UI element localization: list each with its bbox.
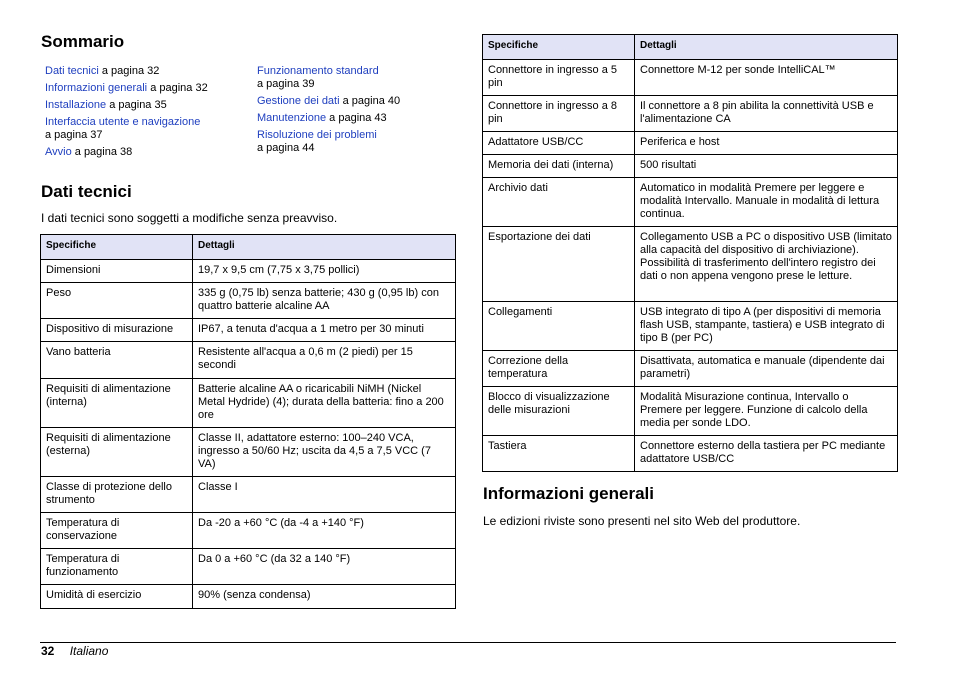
detail-cell: USB integrato di tipo A (per dispositivi di memoria flash USB, stampante, tastiera) e USB integrato di tipo B (per PC) [635, 302, 898, 351]
toc-link-gestione-dati[interactable]: Gestione dei dati [257, 95, 340, 107]
detail-cell: Resistente all'acqua a 0,6 m (2 piedi) per 15 secondi [193, 342, 456, 379]
spec-cell: Connettore in ingresso a 5 pin [483, 60, 635, 96]
spec-cell: Esportazione dei dati [483, 227, 635, 302]
table-header-row [483, 35, 898, 60]
footer-divider [40, 642, 896, 643]
detail-cell: Il connettore a 8 pin abilita la connettività USB e l'alimentazione CA [635, 96, 898, 132]
general-text: Le edizioni riviste sono presenti nel sito Web del produttore. [483, 514, 801, 528]
toc-link-informazioni-generali[interactable]: Informazioni generali [45, 82, 148, 94]
footer-language: Italiano [69, 644, 109, 658]
toc-page: a pagina 38 [74, 146, 133, 158]
column-header-specifiche: Specifiche [483, 35, 635, 60]
toc-link-risoluzione[interactable]: Risoluzione dei problemi [257, 129, 377, 141]
detail-cell: Collegamento USB a PC o dispositivo USB (limitato alla capacità del dispositivo di archiviazione). Possibilità di trasferimento dell'intero registro dei dati o non appena vengono prese le letture. [635, 227, 898, 302]
detail-cell: Da -20 a +60 °C (da -4 a +140 °F) [193, 513, 456, 549]
table-row [483, 96, 898, 132]
tech-intro: I dati tecnici sono soggetti a modifiche senza preavviso. [41, 211, 338, 225]
toc-item-interfaccia [45, 116, 245, 142]
toc-item-avvio [45, 146, 245, 159]
toc-page: a pagina 32 [150, 82, 208, 94]
table-row [483, 387, 898, 436]
toc-page: a pagina 37 [45, 129, 103, 141]
spec-cell: Classe di protezione dello strumento [41, 477, 193, 513]
table-header-row [41, 235, 456, 260]
toc-page: a pagina 44 [257, 142, 315, 154]
table-row [483, 60, 898, 96]
page-footer [41, 644, 108, 658]
detail-cell: 19,7 x 9,5 cm (7,75 x 3,75 pollici) [193, 260, 456, 283]
spec-cell: Connettore in ingresso a 8 pin [483, 96, 635, 132]
column-header-specifiche: Specifiche [41, 235, 193, 260]
detail-cell: Batterie alcaline AA o ricaricabili NiMH (Nickel Metal Hydride) (4); durata della batteria: fino a 200 ore [193, 379, 456, 428]
general-section-title: Informazioni generali [483, 484, 654, 503]
spec-cell: Tastiera [483, 436, 635, 472]
table-row [41, 477, 456, 513]
table-row [483, 178, 898, 227]
toc-item-funzionamento [257, 65, 447, 91]
spec-cell: Requisiti di alimentazione (esterna) [41, 428, 193, 477]
toc-item-risoluzione [257, 129, 447, 155]
spec-cell: Vano batteria [41, 342, 193, 379]
table-row [483, 132, 898, 155]
toc-link-installazione[interactable]: Installazione [45, 99, 107, 111]
table-row [41, 319, 456, 342]
table-row [483, 302, 898, 351]
toc-link-funzionamento[interactable]: Funzionamento standard [257, 65, 379, 77]
toc-item-gestione-dati [257, 95, 447, 108]
detail-cell: 500 risultati [635, 155, 898, 178]
spec-cell: Dispositivo di misurazione [41, 319, 193, 342]
spec-cell: Requisiti di alimentazione (interna) [41, 379, 193, 428]
toc-item-informazioni-generali [45, 82, 245, 95]
toc-page: a pagina 35 [109, 99, 167, 111]
toc-link-avvio[interactable]: Avvio [45, 146, 72, 158]
toc-item-installazione [45, 99, 245, 112]
toc-title: Sommario [41, 32, 125, 51]
spec-cell: Collegamenti [483, 302, 635, 351]
spec-cell: Archivio dati [483, 178, 635, 227]
toc-right-column [257, 65, 447, 159]
toc-link-interfaccia[interactable]: Interfaccia utente e navigazione [45, 116, 201, 128]
table-row [41, 513, 456, 549]
spec-cell: Temperatura di conservazione [41, 513, 193, 549]
spec-cell: Adattatore USB/CC [483, 132, 635, 155]
table-row [483, 351, 898, 387]
detail-cell: Automatico in modalità Premere per leggere e modalità Intervallo. Manuale in modalità di lettura continua. [635, 178, 898, 227]
table-row [483, 227, 898, 302]
detail-cell: Classe II, adattatore esterno: 100–240 VCA, ingresso a 50/60 Hz; uscita da 4,5 a 7,5 VCC (7 VA) [193, 428, 456, 477]
toc-item-dati-tecnici [45, 65, 245, 78]
table-row [41, 260, 456, 283]
toc-page: a pagina 32 [101, 65, 160, 77]
detail-cell: Da 0 a +60 °C (da 32 a 140 °F) [193, 549, 456, 585]
detail-cell: Disattivata, automatica e manuale (dipendente dai parametri) [635, 351, 898, 387]
tech-section-title: Dati tecnici [41, 182, 132, 201]
spec-cell: Temperatura di funzionamento [41, 549, 193, 585]
connectivity-spec-table [482, 34, 898, 472]
detail-cell: 90% (senza condensa) [193, 585, 456, 609]
toc-link-manutenzione[interactable]: Manutenzione [257, 112, 327, 124]
table-row [41, 283, 456, 319]
detail-cell: Modalità Misurazione continua, Intervallo o Premere per leggere. Funzione di calcolo della media per sonde LDO. [635, 387, 898, 436]
detail-cell: Periferica e host [635, 132, 898, 155]
toc-link-dati-tecnici[interactable]: Dati tecnici [45, 65, 99, 77]
table-row [483, 155, 898, 178]
detail-cell: Connettore M-12 per sonde IntelliCAL™ [635, 60, 898, 96]
spec-cell: Memoria dei dati (interna) [483, 155, 635, 178]
detail-cell: Classe I [193, 477, 456, 513]
table-row [41, 342, 456, 379]
spec-cell: Blocco di visualizzazione delle misurazioni [483, 387, 635, 436]
detail-cell: IP67, a tenuta d'acqua a 1 metro per 30 minuti [193, 319, 456, 342]
detail-cell: 335 g (0,75 lb) senza batterie; 430 g (0,95 lb) con quattro batterie alcaline AA [193, 283, 456, 319]
spec-cell: Umidità di esercizio [41, 585, 193, 609]
spec-cell: Dimensioni [41, 260, 193, 283]
toc-page: a pagina 43 [329, 112, 387, 124]
detail-cell: Connettore esterno della tastiera per PC mediante adattatore USB/CC [635, 436, 898, 472]
toc-page: a pagina 40 [342, 95, 401, 107]
toc-item-manutenzione [257, 112, 447, 125]
table-row [41, 428, 456, 477]
page-number: 32 [41, 644, 55, 658]
column-header-dettagli: Dettagli [635, 35, 898, 60]
table-row [483, 436, 898, 472]
tech-spec-table [40, 234, 456, 609]
spec-cell: Correzione della temperatura [483, 351, 635, 387]
spec-cell: Peso [41, 283, 193, 319]
table-row [41, 549, 456, 585]
table-row [41, 379, 456, 428]
toc-page: a pagina 39 [257, 78, 315, 90]
table-row [41, 585, 456, 609]
toc-left-column [45, 65, 245, 163]
column-header-dettagli: Dettagli [193, 235, 456, 260]
